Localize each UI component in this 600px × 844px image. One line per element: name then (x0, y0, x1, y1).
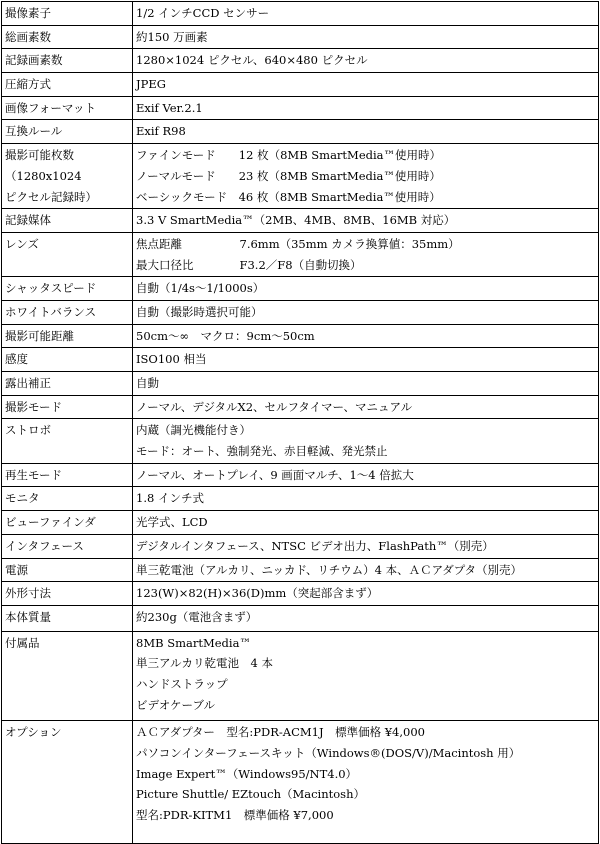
spec-label: 記録画素数 (5, 53, 63, 68)
spec-row (2, 277, 599, 301)
spec-value-cell (133, 419, 599, 463)
spec-label: 外形寸法 (5, 586, 51, 601)
spec-value: 8MB SmartMedia™ (136, 635, 251, 650)
spec-label-cell (2, 300, 133, 324)
spec-row (2, 721, 599, 843)
spec-label: ピクセル記録時） (5, 189, 97, 204)
spec-value-cell (133, 558, 599, 582)
spec-row (2, 463, 599, 487)
spec-value: ノーマル、オートプレイ、9 画面マルチ、1～4 倍拡大 (136, 467, 414, 482)
spec-label: （1280x1024 (5, 168, 82, 183)
spec-label-cell (2, 463, 133, 487)
spec-value-cell (133, 582, 599, 606)
spec-row (2, 582, 599, 606)
spec-label: 電源 (5, 562, 28, 577)
spec-value: Exif R98 (136, 124, 186, 139)
spec-row (2, 96, 599, 120)
spec-label: 感度 (5, 352, 28, 367)
spec-row (2, 49, 599, 73)
spec-value-cell (133, 605, 599, 631)
spec-value: 約150 万画素 (136, 29, 208, 44)
spec-value-cell (133, 324, 599, 348)
spec-label-cell (2, 348, 133, 372)
spec-value-cell (133, 372, 599, 396)
spec-row (2, 2, 599, 26)
spec-label-cell (2, 534, 133, 558)
spec-row (2, 348, 599, 372)
spec-row (2, 395, 599, 419)
spec-label-cell (2, 395, 133, 419)
spec-value: 50cm～∞ マクロ：9cm～50cm (136, 328, 315, 343)
spec-label-cell (2, 324, 133, 348)
spec-label: 本体質量 (5, 609, 51, 624)
spec-row (2, 558, 599, 582)
spec-label: 圧縮方式 (5, 77, 51, 92)
spec-value: ISO100 相当 (136, 352, 207, 367)
spec-label: ストロボ (5, 423, 51, 438)
spec-value: 光学式、LCD (136, 515, 208, 530)
spec-label-cell (2, 605, 133, 631)
spec-value-cell (133, 232, 599, 276)
spec-label: ビューファインダ (5, 515, 96, 530)
spec-value-cell (133, 348, 599, 372)
spec-row (2, 487, 599, 511)
spec-value-cell (133, 209, 599, 233)
spec-value: 123(W)×82(H)×36(D)mm（突起部含まず） (136, 586, 379, 601)
spec-label: インタフェース (5, 538, 84, 553)
spec-row (2, 631, 599, 721)
spec-value: ＡＣアダプター 型名:PDR-ACM1J 標準価格 ¥4,000 (136, 725, 425, 740)
spec-label-cell (2, 96, 133, 120)
spec-value-cell (133, 49, 599, 73)
spec-row (2, 25, 599, 49)
spec-label-cell (2, 49, 133, 73)
spec-label-cell (2, 209, 133, 233)
spec-value: デジタルインタフェース、NTSC ビデオ出力、FlashPath™（別売） (136, 538, 494, 553)
spec-value: 自動 (136, 376, 159, 390)
spec-value: ファインモード 12 枚（8MB SmartMedia™使用時） (136, 148, 442, 163)
spec-label: 撮影モード (5, 399, 63, 414)
spec-label: 付属品 (5, 635, 40, 650)
spec-row (2, 232, 599, 276)
spec-label-cell (2, 558, 133, 582)
spec-row (2, 534, 599, 558)
spec-table (1, 1, 599, 844)
spec-value-cell (133, 120, 599, 144)
spec-value: 焦点距離 7.6mm（35mm カメラ換算値：35mm） (136, 236, 460, 251)
spec-value: JPEG (136, 77, 166, 92)
spec-value: Exif Ver.2.1 (136, 100, 203, 115)
spec-value: ビデオケーブル (136, 697, 216, 712)
spec-value-cell (133, 277, 599, 301)
spec-value: 単三アルカリ乾電池 4 本 (136, 656, 274, 671)
spec-label: 再生モード (5, 467, 63, 482)
spec-row (2, 511, 599, 535)
spec-label-cell (2, 2, 133, 26)
spec-label-cell (2, 277, 133, 301)
spec-value: 約230g（電池含まず） (136, 609, 258, 624)
spec-value-cell (133, 395, 599, 419)
spec-label: 撮影可能枚数 (5, 148, 74, 163)
spec-value: パソコンインターフェースキット（Windows®(DOS/V)/Macintosh 用） (136, 746, 521, 760)
spec-row (2, 73, 599, 97)
spec-row (2, 605, 599, 631)
spec-label-cell (2, 487, 133, 511)
spec-label-cell (2, 631, 133, 721)
spec-value-cell (133, 2, 599, 26)
spec-value: 最大口径比 F3.2／F8（自動切換） (136, 257, 362, 272)
spec-value: 1.8 インチ式 (136, 491, 204, 506)
spec-label-cell (2, 232, 133, 276)
spec-value: 自動（撮影時選択可能） (136, 304, 263, 319)
spec-label: ホワイトバランス (5, 304, 97, 319)
spec-label-cell (2, 372, 133, 396)
spec-label: モニタ (5, 491, 40, 506)
spec-row (2, 419, 599, 463)
spec-label: 総画素数 (5, 29, 51, 44)
spec-value-cell (133, 511, 599, 535)
spec-value: 自動（1/4s～1/1000s） (136, 281, 265, 296)
spec-value-cell (133, 721, 599, 843)
spec-value: 内蔵（調光機能付き） (136, 423, 251, 438)
spec-value: 1/2 インチCCD センサー (136, 6, 270, 20)
spec-label-cell (2, 73, 133, 97)
spec-value: ベーシックモード 46 枚（8MB SmartMedia™使用時） (136, 189, 441, 204)
spec-value-cell (133, 300, 599, 324)
spec-value-cell (133, 73, 599, 97)
spec-row (2, 120, 599, 144)
spec-label-cell (2, 25, 133, 49)
spec-label: レンズ (5, 236, 39, 251)
spec-label-cell (2, 144, 133, 209)
spec-value-cell (133, 534, 599, 558)
spec-label: 撮影可能距離 (5, 328, 74, 343)
spec-value-cell (133, 25, 599, 49)
spec-value: ハンドストラップ (136, 676, 228, 691)
spec-row (2, 209, 599, 233)
spec-table-body (2, 2, 599, 844)
spec-label: オプション (5, 725, 62, 740)
spec-value-cell (133, 96, 599, 120)
spec-value: ノーマルモード 23 枚（8MB SmartMedia™使用時） (136, 168, 441, 183)
spec-value-cell (133, 463, 599, 487)
spec-label: 撮像素子 (5, 6, 51, 20)
spec-value: 型名:PDR-KITM1 標準価格 ¥7,000 (136, 808, 334, 823)
spec-label: 露出補正 (5, 376, 51, 390)
spec-value: Picture Shuttle/ EZtouch（Macintosh） (136, 787, 365, 802)
spec-label-cell (2, 419, 133, 463)
spec-value: モード：オート、強制発光、赤目軽減、発光禁止 (136, 444, 388, 459)
spec-value-cell (133, 487, 599, 511)
spec-label: 画像フォーマット (5, 100, 96, 115)
spec-label: シャッタスピード (5, 281, 97, 296)
spec-row (2, 372, 599, 396)
spec-row (2, 144, 599, 209)
spec-row (2, 300, 599, 324)
spec-label-cell (2, 511, 133, 535)
spec-label-cell (2, 120, 133, 144)
spec-row (2, 324, 599, 348)
spec-value-cell (133, 144, 599, 209)
spec-label: 互換ルール (5, 124, 63, 139)
spec-value: 3.3 V SmartMedia™（2MB、4MB、8MB、16MB 対応） (136, 213, 456, 228)
spec-value-cell (133, 631, 599, 721)
spec-label: 記録媒体 (5, 213, 51, 228)
spec-value: Image Expert™（Windows95/NT4.0） (136, 766, 358, 781)
spec-value: ノーマル、デジタルX2、セルフタイマー、マニュアル (136, 399, 413, 414)
spec-label-cell (2, 582, 133, 606)
spec-value: 単三乾電池（アルカリ、ニッカド、リチウム）4 本、ＡＣアダプタ（別売） (136, 562, 522, 577)
spec-value: 1280×1024 ピクセル、640×480 ピクセル (136, 53, 368, 68)
spec-label-cell (2, 721, 133, 843)
